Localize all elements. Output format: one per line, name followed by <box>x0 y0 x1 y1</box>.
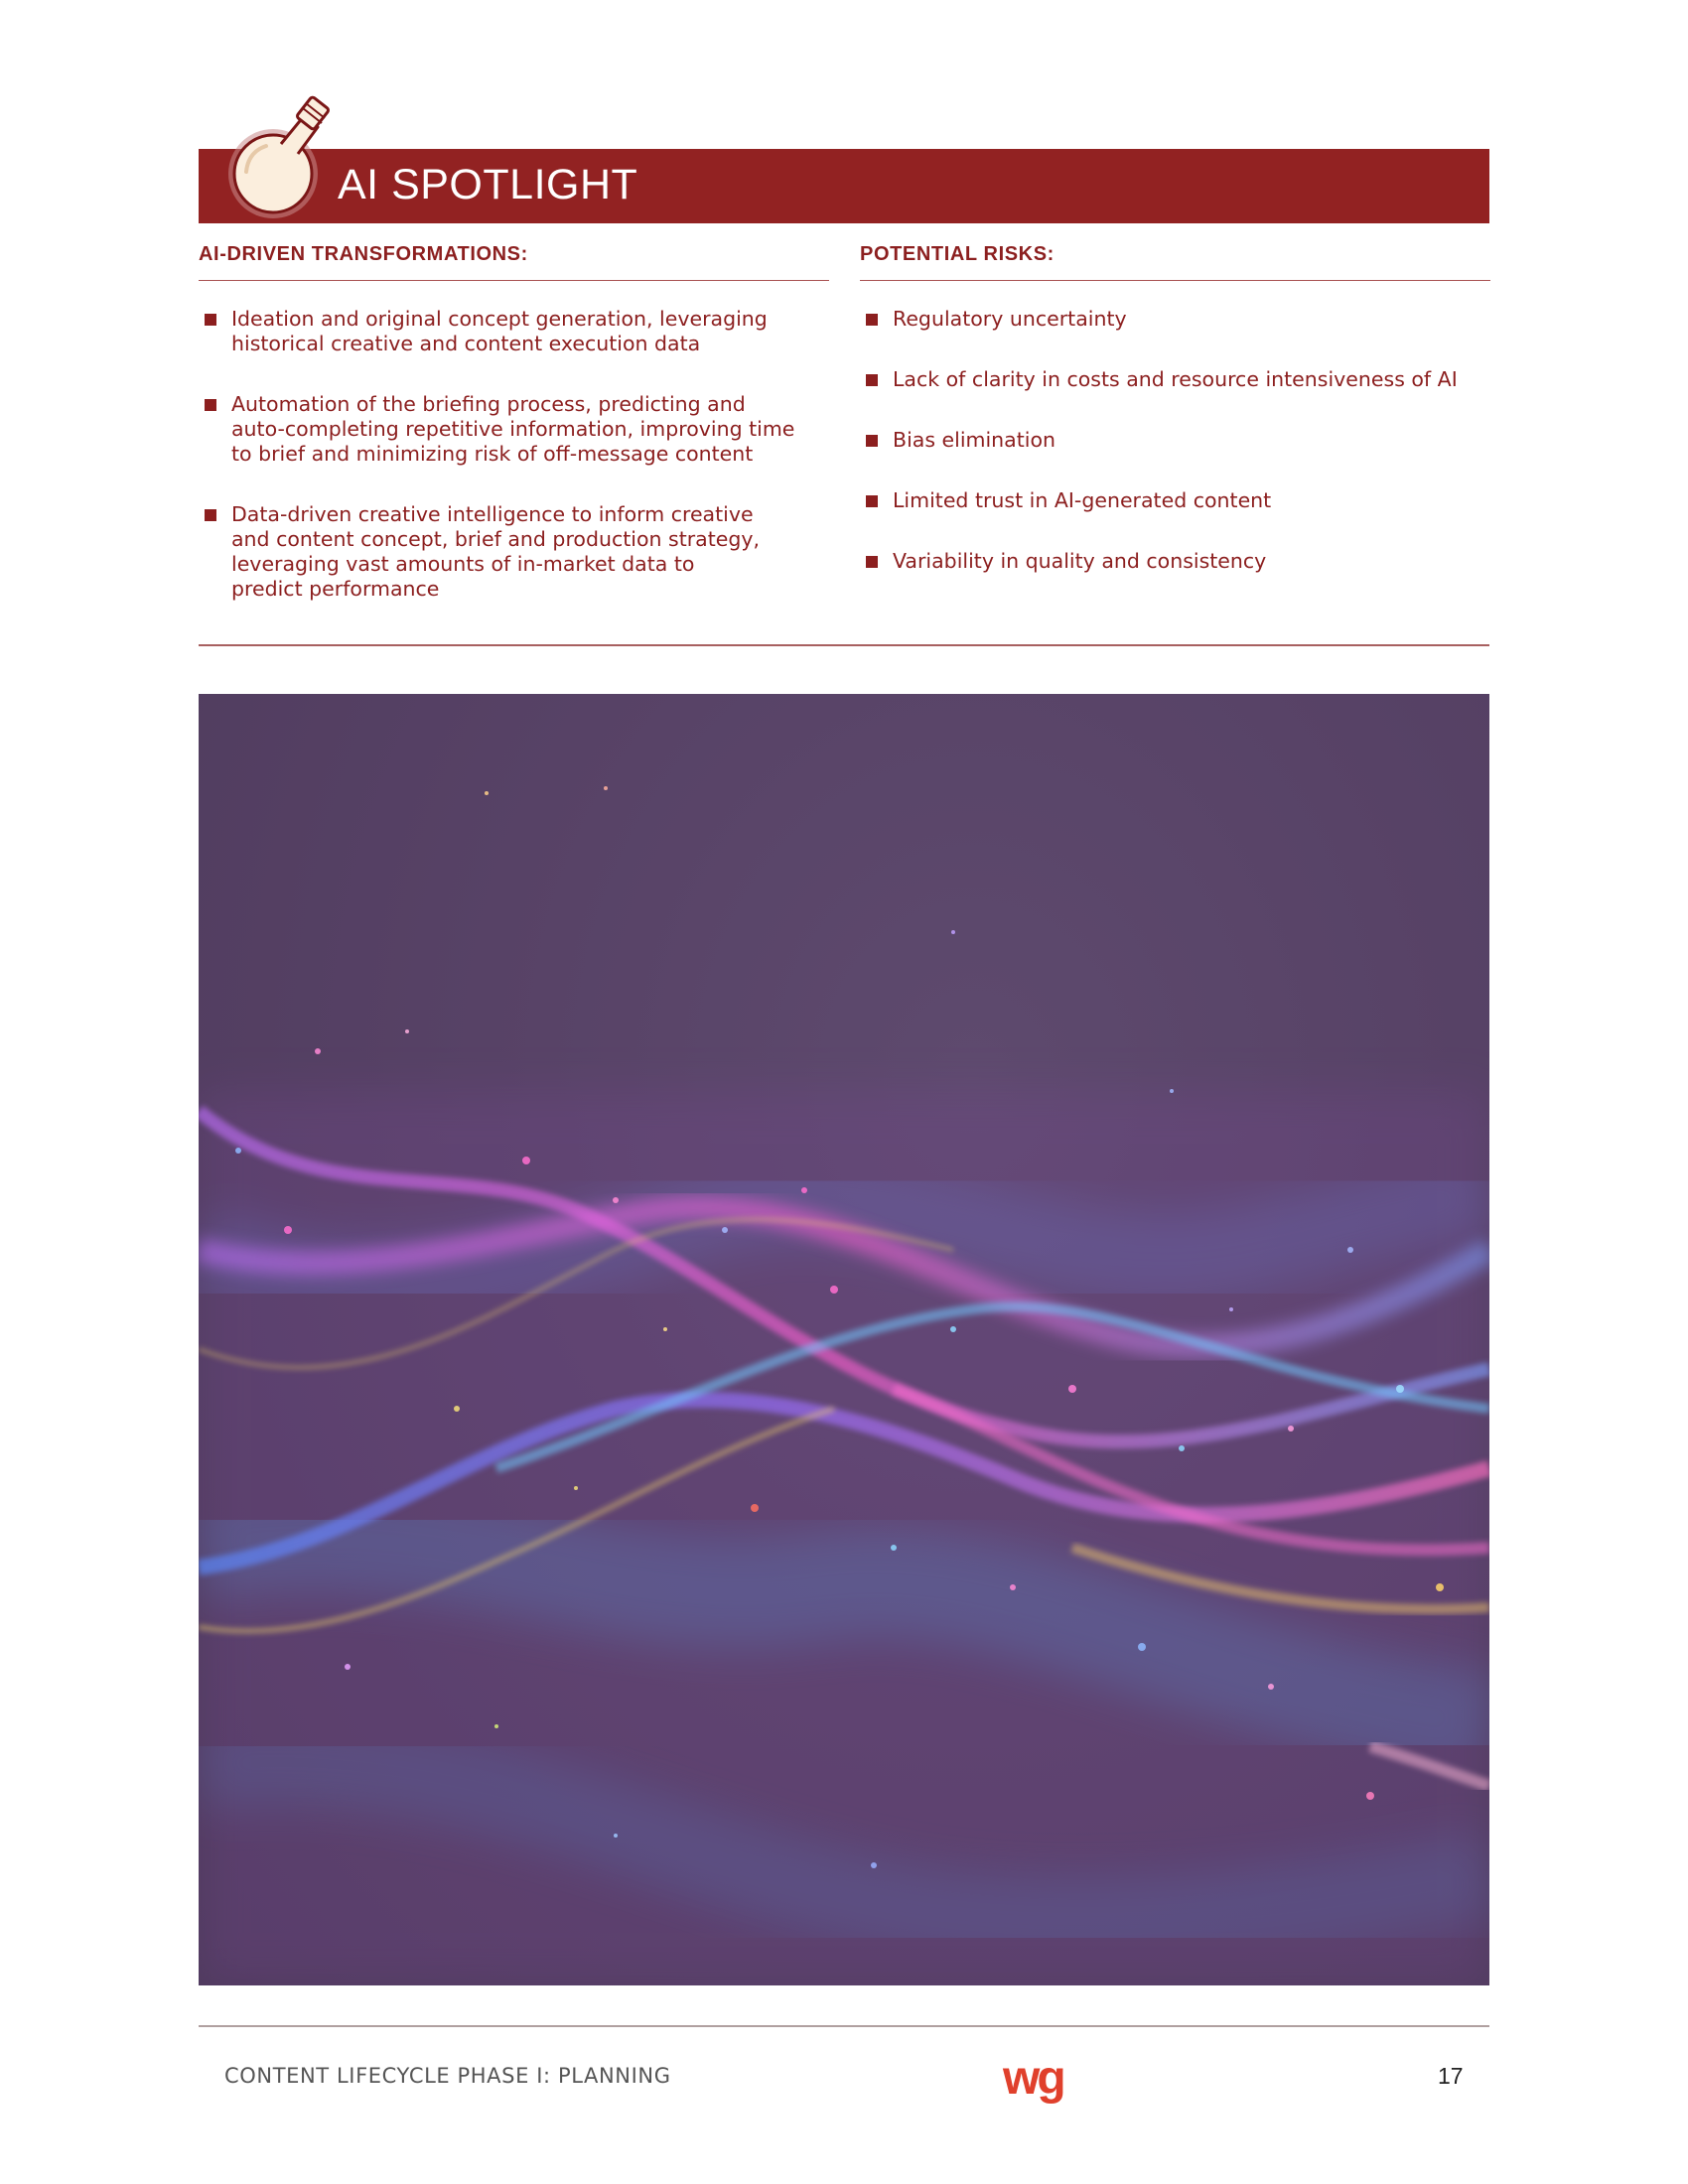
square-bullet-icon <box>205 399 216 411</box>
square-bullet-icon <box>866 495 878 507</box>
square-bullet-icon <box>866 556 878 568</box>
list-item: Data-driven creative intelligence to inform creative and content concept, brief and production strategy, leveraging vast amounts of in-market data to predict performance <box>199 502 829 602</box>
list-item: Ideation and original concept generation, leveraging historical creative and content execution data <box>199 307 829 356</box>
hero-image <box>199 694 1489 1985</box>
brand-logo: wg <box>1003 2052 1063 2105</box>
square-bullet-icon <box>866 374 878 386</box>
section-title: AI SPOTLIGHT <box>338 161 638 208</box>
footer-divider <box>199 2025 1489 2027</box>
page-number: 17 <box>1438 2063 1464 2089</box>
transformations-column <box>199 243 829 637</box>
section-banner <box>199 149 1489 223</box>
list-item: Regulatory uncertainty <box>860 307 1490 332</box>
list-item: Limited trust in AI-generated content <box>860 488 1490 513</box>
particle-wave-illustration <box>199 694 1489 1985</box>
transformations-heading: AI-DRIVEN TRANSFORMATIONS: <box>199 243 829 281</box>
risks-list <box>860 307 1490 574</box>
lightbulb-icon <box>226 94 336 223</box>
square-bullet-icon <box>205 314 216 326</box>
square-bullet-icon <box>866 435 878 447</box>
risks-column <box>860 243 1490 610</box>
risks-heading: POTENTIAL RISKS: <box>860 243 1490 281</box>
transformations-list <box>199 307 829 602</box>
list-item: Bias elimination <box>860 428 1490 453</box>
list-item: Variability in quality and consistency <box>860 549 1490 574</box>
list-item: Automation of the briefing process, predicting and auto-completing repetitive information, improving time to brief and minimizing risk of off-message content <box>199 392 829 467</box>
footer-section-label: CONTENT LIFECYCLE PHASE I: PLANNING <box>224 2064 671 2088</box>
section-divider <box>199 644 1489 646</box>
square-bullet-icon <box>205 509 216 521</box>
list-item: Lack of clarity in costs and resource intensiveness of AI <box>860 367 1490 392</box>
square-bullet-icon <box>866 314 878 326</box>
